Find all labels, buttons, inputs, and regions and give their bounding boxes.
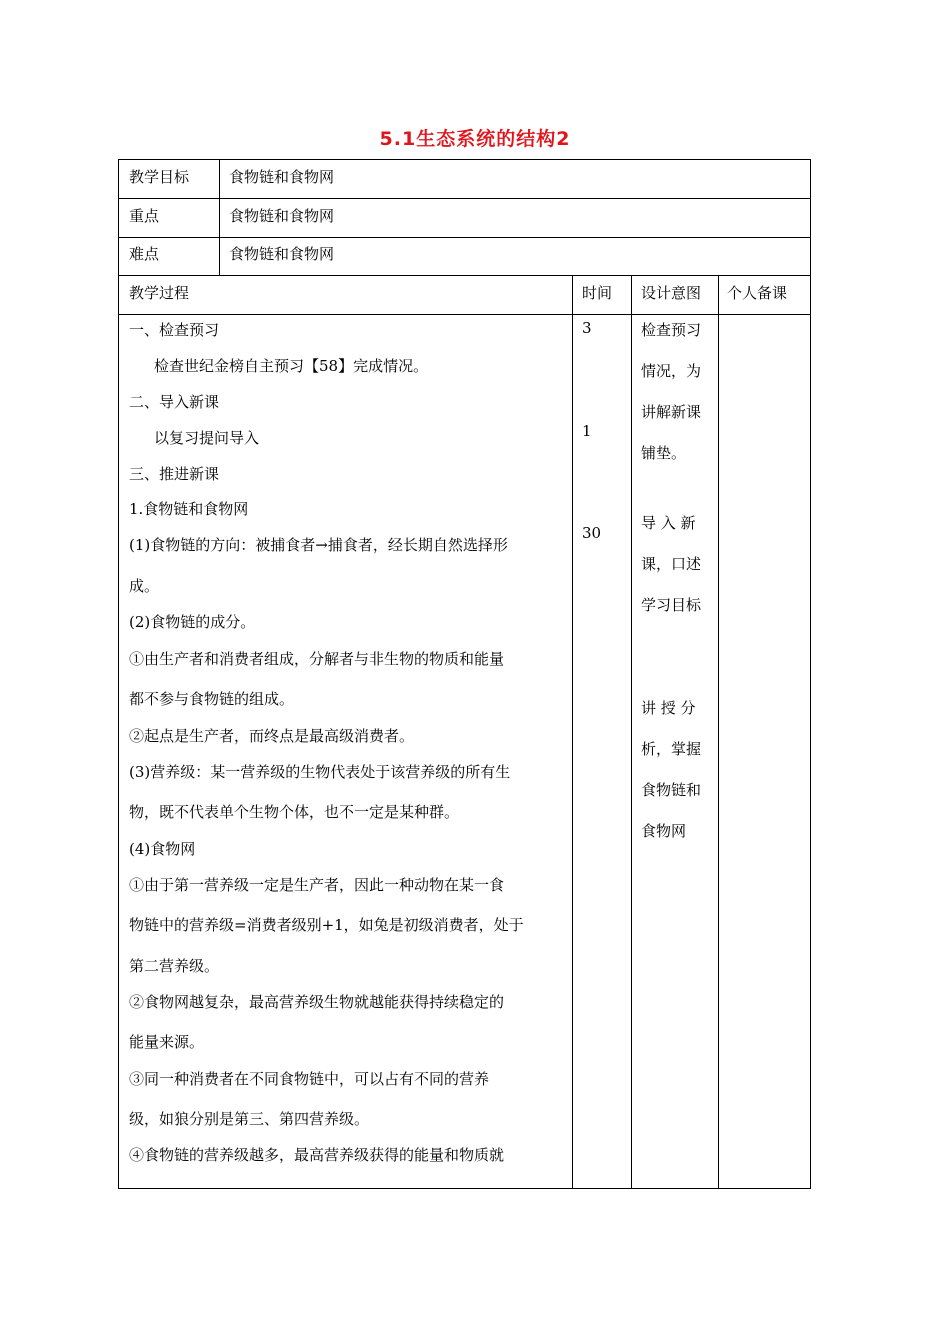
process-line: (1)食物链的方向：被捕食者→捕食者，经长期自然选择形 (129, 536, 508, 554)
process-line: ②食物网越复杂，最高营养级生物就越能获得持续稳定的 (129, 993, 505, 1011)
process-line: (4)食物网 (129, 840, 196, 858)
design-line: 食物网 (641, 822, 687, 840)
process-line: 级，如狼分别是第三、第四营养级。 (129, 1110, 370, 1128)
difficulty-value: 食物链和食物网 (229, 245, 335, 263)
objective-value: 食物链和食物网 (229, 168, 335, 186)
design-line: 讲解新课 (641, 403, 702, 421)
row-divider (119, 275, 810, 276)
process-line: 三、推进新课 (129, 465, 220, 483)
time-value: 3 (582, 319, 592, 337)
process-line: 成。 (129, 577, 160, 595)
row-divider (119, 237, 810, 238)
process-line: 一、检查预习 (129, 321, 220, 339)
key-point-value: 食物链和食物网 (229, 207, 335, 225)
process-line: ①由生产者和消费者组成，分解者与非生物的物质和能量 (129, 650, 505, 668)
design-line: 析，掌握 (641, 740, 702, 758)
column-divider (219, 160, 220, 275)
design-line: 情况，为 (641, 362, 702, 380)
process-line: 第二营养级。 (129, 957, 220, 975)
difficulty-label: 难点 (129, 245, 160, 263)
process-line: ③同一种消费者在不同食物链中，可以占有不同的营养 (129, 1070, 490, 1088)
design-line: 课，口述 (641, 555, 702, 573)
process-line: ②起点是生产者，而终点是最高级消费者。 (129, 727, 415, 745)
key-point-label: 重点 (129, 207, 160, 225)
process-line: 1.食物链和食物网 (129, 500, 249, 518)
process-line: ①由于第一营养级一定是生产者，因此一种动物在某一食 (129, 876, 505, 894)
column-divider (631, 275, 632, 1188)
row-divider (119, 198, 810, 199)
personal-header: 个人备课 (727, 284, 788, 302)
process-line: 二、导入新课 (129, 393, 220, 411)
lesson-plan-table (118, 159, 811, 1189)
design-line: 学习目标 (641, 596, 702, 614)
process-line: 能量来源。 (129, 1033, 205, 1051)
time-value: 30 (582, 524, 602, 542)
design-line: 食物链和 (641, 781, 702, 799)
process-line: 物链中的营养级=消费者级别+1，如兔是初级消费者，处于 (129, 916, 524, 934)
row-divider (119, 314, 810, 315)
column-divider (572, 275, 573, 1188)
design-header: 设计意图 (641, 284, 702, 302)
time-header: 时间 (582, 284, 613, 302)
design-line: 铺垫。 (641, 444, 687, 462)
process-line: 物，既不代表单个生物个体，也不一定是某种群。 (129, 803, 460, 821)
design-line: 导 入 新 (641, 514, 696, 532)
column-divider (718, 275, 719, 1188)
process-line: (3)营养级：某一营养级的生物代表处于该营养级的所有生 (129, 763, 511, 781)
process-line: 都不参与食物链的组成。 (129, 690, 295, 708)
process-line: 检查世纪金榜自主预习【58】完成情况。 (154, 357, 429, 375)
process-header: 教学过程 (129, 284, 190, 302)
design-line: 讲 授 分 (641, 699, 696, 717)
process-line: 以复习提问导入 (154, 429, 260, 447)
document-title: 5.1生态系统的结构2 (379, 128, 571, 150)
time-value: 1 (582, 422, 592, 440)
process-line: (2)食物链的成分。 (129, 613, 256, 631)
objective-label: 教学目标 (129, 168, 190, 186)
process-line: ④食物链的营养级越多，最高营养级获得的能量和物质就 (129, 1146, 505, 1164)
design-line: 检查预习 (641, 321, 702, 339)
